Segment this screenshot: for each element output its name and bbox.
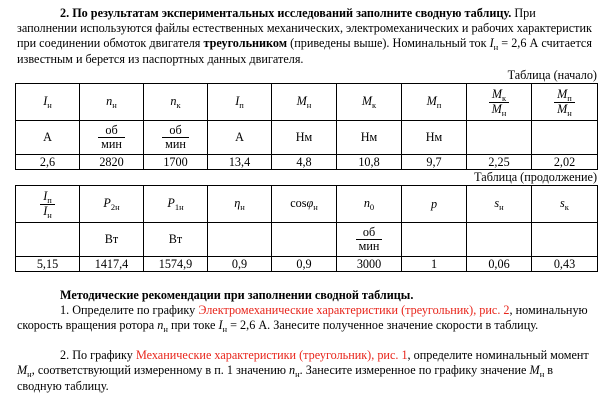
table2-value-row xyxy=(16,257,598,272)
t1-v-6: 9,7 xyxy=(402,155,467,170)
t2-h-4: cosφ$_н$ xyxy=(272,186,337,223)
t2-v-4: 0,9 xyxy=(272,257,337,272)
t1-u-6: Нм xyxy=(402,121,467,155)
t2-h-5: $n_0$ xyxy=(337,186,402,223)
electromech-chart-link[interactable]: Электромеханические характеристики (треугольник), рис. 2 xyxy=(198,303,510,317)
t1-v-1: 2820 xyxy=(80,155,144,170)
t1-h-4: $M_н$ xyxy=(272,84,337,121)
t2-h-7: $s_н$ xyxy=(467,186,532,223)
summary-table-start xyxy=(15,83,598,170)
t2-v-8: 0,43 xyxy=(532,257,598,272)
t1-h-8: $\frac{M_п}{M_н}$ xyxy=(532,84,598,121)
t2-u-4 xyxy=(272,223,337,257)
table1-header-row xyxy=(16,84,598,121)
t1-h-5: $M_к$ xyxy=(337,84,402,121)
t2-v-7: 0,06 xyxy=(467,257,532,272)
t2-u-0 xyxy=(16,223,80,257)
t1-u-5: Нм xyxy=(337,121,402,155)
t2-h-0: $\frac{I_п}{I_н}$ xyxy=(16,186,80,223)
t1-h-7: $\frac{M_к}{M_н}$ xyxy=(467,84,532,121)
t2-h-1: $P_{2н}$ xyxy=(80,186,144,223)
t2-u-2: Вт xyxy=(144,223,208,257)
t2-v-2: 1574,9 xyxy=(144,257,208,272)
task-heading: 2. По результатам экспериментальных исследований заполните сводную таблицу. xyxy=(60,6,512,20)
table1-value-row xyxy=(16,155,598,170)
t1-v-8: 2,02 xyxy=(532,155,598,170)
bold-triangle: треугольником xyxy=(203,36,288,50)
intro-paragraph: 2. По результатам экспериментальных исследований заполните сводную таблицу. При заполнении используются файлы естественных механических, электромеханических и рабочих характеристик при соединении обмоток двигателя треугольником (приведены выше). Номинальный ток $I_н = 2,6$ А считается известным и берется из паспортных данных двигателя. xyxy=(17,6,592,66)
t1-v-2: 1700 xyxy=(144,155,208,170)
t1-v-4: 4,8 xyxy=(272,155,337,170)
t1-v-7: 2,25 xyxy=(467,155,532,170)
t1-u-4: Нм xyxy=(272,121,337,155)
t1-u-7 xyxy=(467,121,532,155)
t1-h-2: $n_к$ xyxy=(144,84,208,121)
t1-u-0: А xyxy=(16,121,80,155)
t2-v-0: 5,15 xyxy=(16,257,80,272)
t2-u-8 xyxy=(532,223,598,257)
t1-u-1: $\frac{об}{\text{мин}}$ xyxy=(80,121,144,155)
recommendations-title: Методические рекомендации при заполнении сводной таблицы. xyxy=(60,288,414,302)
table1-caption: Таблица (начало) xyxy=(507,68,597,82)
t2-u-1: Вт xyxy=(80,223,144,257)
t1-h-1: $n_н$ xyxy=(80,84,144,121)
t1-u-2: $\frac{об}{\text{мин}}$ xyxy=(144,121,208,155)
t2-u-5: $\frac{об}{\text{мин}}$ xyxy=(337,223,402,257)
t2-h-6: p xyxy=(402,186,467,223)
t2-u-6 xyxy=(402,223,467,257)
recommendation-item-1: 1. Определите по графику Электромеханические характеристики (треугольник), рис. 2, номинальную скорость вращения ротора $n_н$ при токе $I_н = 2,6$ А. Занесите полученное значение скорости в таблицу. xyxy=(17,303,588,334)
t2-h-8: $s_к$ xyxy=(532,186,598,223)
t2-v-5: 3000 xyxy=(337,257,402,272)
t1-u-8 xyxy=(532,121,598,155)
table1-unit-row xyxy=(16,121,598,155)
t2-v-3: 0,9 xyxy=(208,257,272,272)
t1-u-3: А xyxy=(208,121,272,155)
t2-v-1: 1417,4 xyxy=(80,257,144,272)
mech-chart-link[interactable]: Механические характеристики (треугольник), рис. 1 xyxy=(135,348,408,362)
table2-caption: Таблица (продолжение) xyxy=(474,170,597,184)
t2-h-3: $\eta_н$ xyxy=(208,186,272,223)
t1-h-3: $I_п$ xyxy=(208,84,272,121)
t1-h-0: $I_н$ xyxy=(16,84,80,121)
summary-table-continued xyxy=(15,185,598,272)
t2-v-6: 1 xyxy=(402,257,467,272)
table2-header-row xyxy=(16,186,598,223)
t1-v-5: 10,8 xyxy=(337,155,402,170)
table2-unit-row xyxy=(16,223,598,257)
t2-u-7 xyxy=(467,223,532,257)
t1-v-3: 13,4 xyxy=(208,155,272,170)
recommendation-item-2: 2. По графику Механические характеристики (треугольник), рис. 1, определите номинальный момент $M_н$, соответствующий измеренному в п. 1 значению $n_н$. Занесите измеренное по графику значение $M_н$ в сводную таблицу. xyxy=(17,348,589,393)
t1-h-6: $M_п$ xyxy=(402,84,467,121)
t1-v-0: 2,6 xyxy=(16,155,80,170)
t2-u-3 xyxy=(208,223,272,257)
t2-h-2: $P_{1н}$ xyxy=(144,186,208,223)
